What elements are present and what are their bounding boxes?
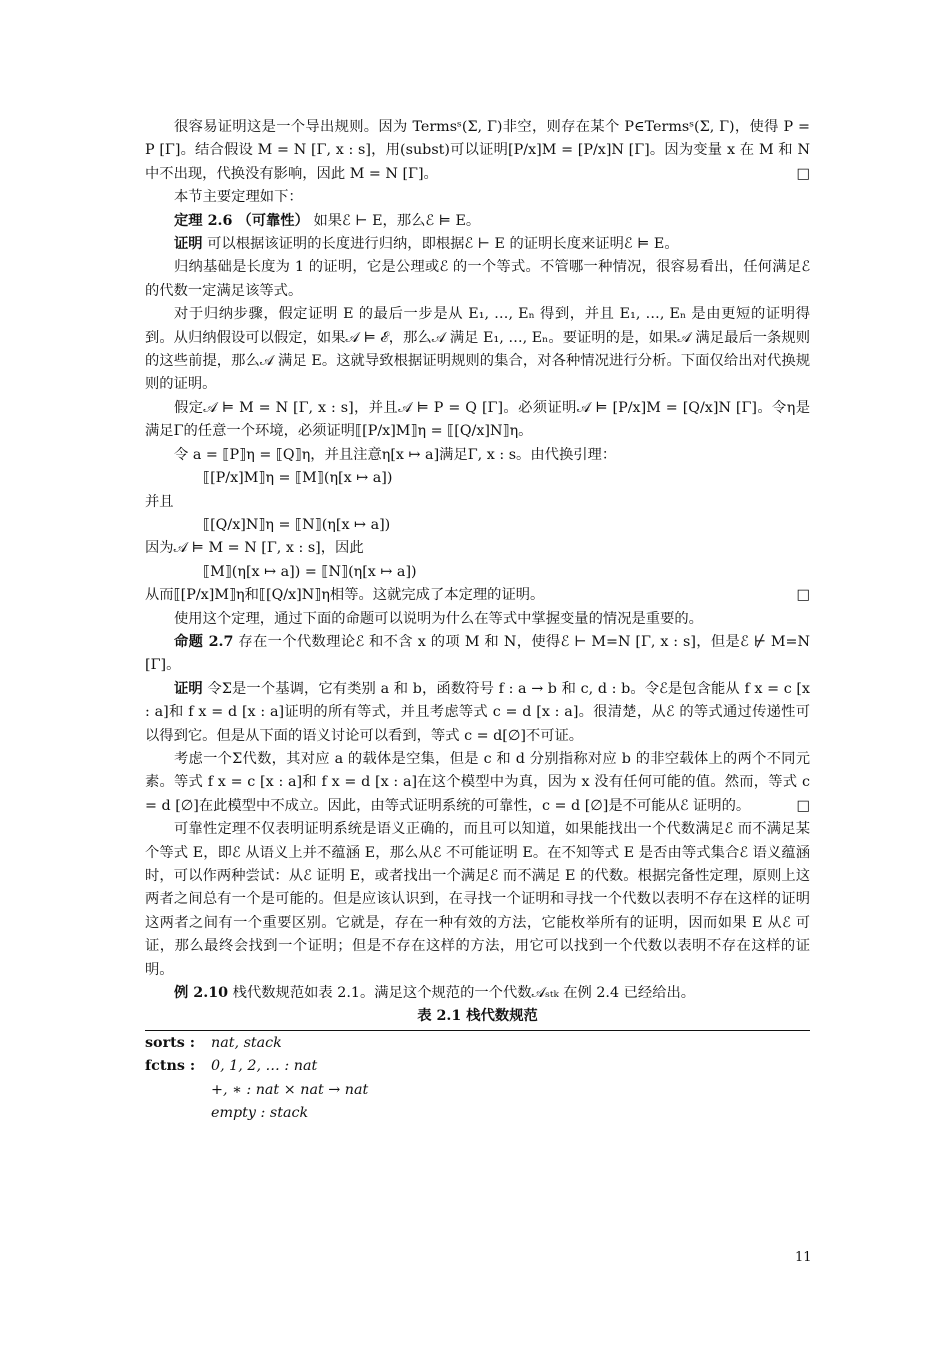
table-caption: 表 2.1 栈代数规范 [417, 1008, 538, 1025]
paragraph [145, 210, 810, 233]
table-value: nat, stack [211, 1034, 282, 1051]
table-row [145, 1055, 810, 1078]
table-key: fctns : [145, 1058, 196, 1075]
paragraph-label: 证明 [174, 236, 203, 253]
table-value: 0, 1, 2, … : nat [211, 1058, 318, 1075]
paragraph [145, 818, 810, 982]
table-key: sorts : [145, 1034, 196, 1051]
paragraph-text: 使用这个定理，通过下面的命题可以说明为什么在等式中掌握变量的情况是重要的。 [174, 610, 703, 627]
page-number: 11 [795, 1250, 812, 1265]
qed-mark: □ [796, 165, 810, 182]
paragraph [145, 397, 810, 444]
equation [145, 467, 810, 490]
spec-table [145, 1030, 810, 1126]
table-row [145, 1079, 810, 1102]
table-key [145, 1079, 211, 1102]
paragraph-label: 定理 2.6 （可靠性） [174, 212, 309, 229]
paragraph-text: ⟦[Q/x]N⟧η = ⟦N⟧(η[x ↦ a]) [203, 516, 391, 533]
equation [145, 514, 810, 537]
table-value: empty : stack [211, 1105, 309, 1122]
qed-mark: □ [796, 587, 810, 604]
paragraph-text: 对于归纳步骤，假定证明 E 的最后一步是从 E₁, …, Eₙ 得到，并且 E₁, …, Eₙ 是由更短的证明得到。从归纳假设可以假定，如果𝒜 ⊨ ℰ，那么𝒜 满足 E₁, …, Eₙ。要证明的是，如果𝒜 满足最后一条规则的这些前提，那么𝒜 满足 E。这就导致根据证明规则的集合，对各种情况进行分析。下面仅给出对代换规则的证明。 [145, 306, 810, 393]
paragraph-label: 命题 2.7 [174, 633, 234, 650]
table-row [145, 1032, 810, 1055]
paragraph-text: ⟦M⟧(η[x ↦ a]) = ⟦N⟧(η[x ↦ a]) [203, 563, 417, 580]
paragraph [145, 116, 810, 186]
paragraph-text: 本节主要定理如下： [174, 189, 303, 206]
paragraph-text: 栈代数规范如表 2.1。满足这个规范的一个代数𝒜ₛₜₖ 在例 2.4 已经给出。 [232, 985, 696, 1002]
paragraph [145, 256, 810, 303]
paragraph [145, 748, 810, 818]
paragraph [145, 631, 810, 678]
paragraph-text: 令 a = ⟦P⟧η = ⟦Q⟧η，并且注意η[x ↦ a]满足Γ, x : s。由代换引理： [174, 446, 617, 463]
paragraph-text: 很容易证明这是一个导出规则。因为 Termsˢ(Σ, Γ)非空，则存在某个 P∈Termsˢ(Σ, Γ)，使得 P = P [Γ]。结合假设 M = N [Γ, x : s]，用(subst)可以证明[P/x]M = [P/x]N [Γ]。因为变量 x 在 M 和 N 中不出现，代换没有影响，因此 M = N [Γ]。 [145, 119, 810, 182]
paragraph [145, 491, 810, 514]
paragraph-text: 因为𝒜 ⊨ M = N [Γ, x : s]，因此 [145, 540, 364, 557]
table-row [145, 1102, 810, 1125]
paragraph-text: 存在一个代数理论ℰ 和不含 x 的项 M 和 N，使得ℰ ⊢ M=N [Γ, x : s]，但是ℰ ⊬ M=N [Γ]。 [145, 633, 810, 674]
paragraph-text: 如果ℰ ⊢ E，那么ℰ ⊨ E。 [313, 212, 481, 229]
paragraph-text: 假定𝒜 ⊨ M = N [Γ, x : s]，并且𝒜 ⊨ P = Q [Γ]。必须证明𝒜 ⊨ [P/x]M = [Q/x]N [Γ]。令η是满足Γ的任意一个环境，必须证明⟦[P/x]M⟧η = ⟦[Q/x]N⟧η。 [145, 399, 810, 440]
qed-mark: □ [796, 797, 810, 814]
paragraph [145, 608, 810, 631]
paragraph-text: 从而⟦[P/x]M⟧η和⟦[Q/x]N⟧η相等。这就完成了本定理的证明。 [145, 587, 545, 604]
paragraph-label: 证明 [174, 680, 203, 697]
paragraph-text: 归纳基础是长度为 1 的证明，它是公理或ℰ 的一个等式。不管哪一种情况，很容易看出，任何满足ℰ 的代数一定满足该等式。 [145, 259, 810, 299]
equation [145, 561, 810, 584]
paragraph-text: 并且 [145, 493, 174, 510]
paragraph [145, 584, 810, 607]
page-content [145, 116, 810, 1125]
paragraph-text: 可靠性定理不仅表明证明系统是语义正确的，而且可以知道，如果能找出一个代数满足ℰ 而不满足某个等式 E，即ℰ 从语义上并不蕴涵 E，那么从ℰ 不可能证明 E。在不知等式 E 是否由等式集合ℰ 语义蕴涵时，可以作两种尝试：从ℰ 证明 E，或者找出一个满足ℰ 而不满足 E 的代数。根据完备性定理，原则上这两者之间总有一个是可能的。但是应该认识到，在寻找一个证明和寻找一个代数以表明不存在这样的证明这两者之间有一个重要区别。它就是，存在一种有效的方法，它能枚举所有的证明，因而如果 E 从ℰ 可证，那么最终会找到一个证明；但是不存在这样的方法，用它可以找到一个代数以表明不存在这样的证明。 [145, 821, 810, 978]
body-text [145, 116, 810, 1005]
table-value: +, ∗ : nat × nat → nat [211, 1081, 369, 1098]
paragraph-text: 可以根据该证明的长度进行归纳，即根据ℰ ⊢ E 的证明长度来证明ℰ ⊨ E。 [207, 236, 679, 253]
paragraph-text: 令Σ是一个基调，它有类别 a 和 b，函数符号 f : a → b 和 c, d : b。令ℰ是包含能从 f x = c [x : a]和 f x = d [x : a]证明的所有等式，并且考虑等式 c = d [x : a]。很清楚，从ℰ 的等式通过传递性可以得到它。但是从下面的语义讨论可以看到，等式 c = d[∅]不可证。 [145, 680, 810, 744]
paragraph [145, 678, 810, 748]
paragraph-label: 例 2.10 [174, 985, 229, 1002]
paragraph [145, 303, 810, 397]
paragraph-text: 考虑一个Σ代数，其对应 a 的载体是空集，但是 c 和 d 分别指称对应 b 的非空载体上的两个不同元素。等式 f x = c [x : a]和 f x = d [x : a]在这个模型中为真，因为 x 没有任何可能的值。然而，等式 c = d [∅]在此模型中不成立。因此，由等式证明系统的可靠性，c = d [∅]是不可能从ℰ 证明的。 [145, 750, 810, 814]
paragraph [145, 444, 810, 467]
table-key [145, 1102, 211, 1125]
paragraph [145, 982, 810, 1005]
paragraph [145, 537, 810, 560]
paragraph [145, 186, 810, 209]
paragraph [145, 233, 810, 256]
paragraph-text: ⟦[P/x]M⟧η = ⟦M⟧(η[x ↦ a]) [203, 470, 393, 487]
